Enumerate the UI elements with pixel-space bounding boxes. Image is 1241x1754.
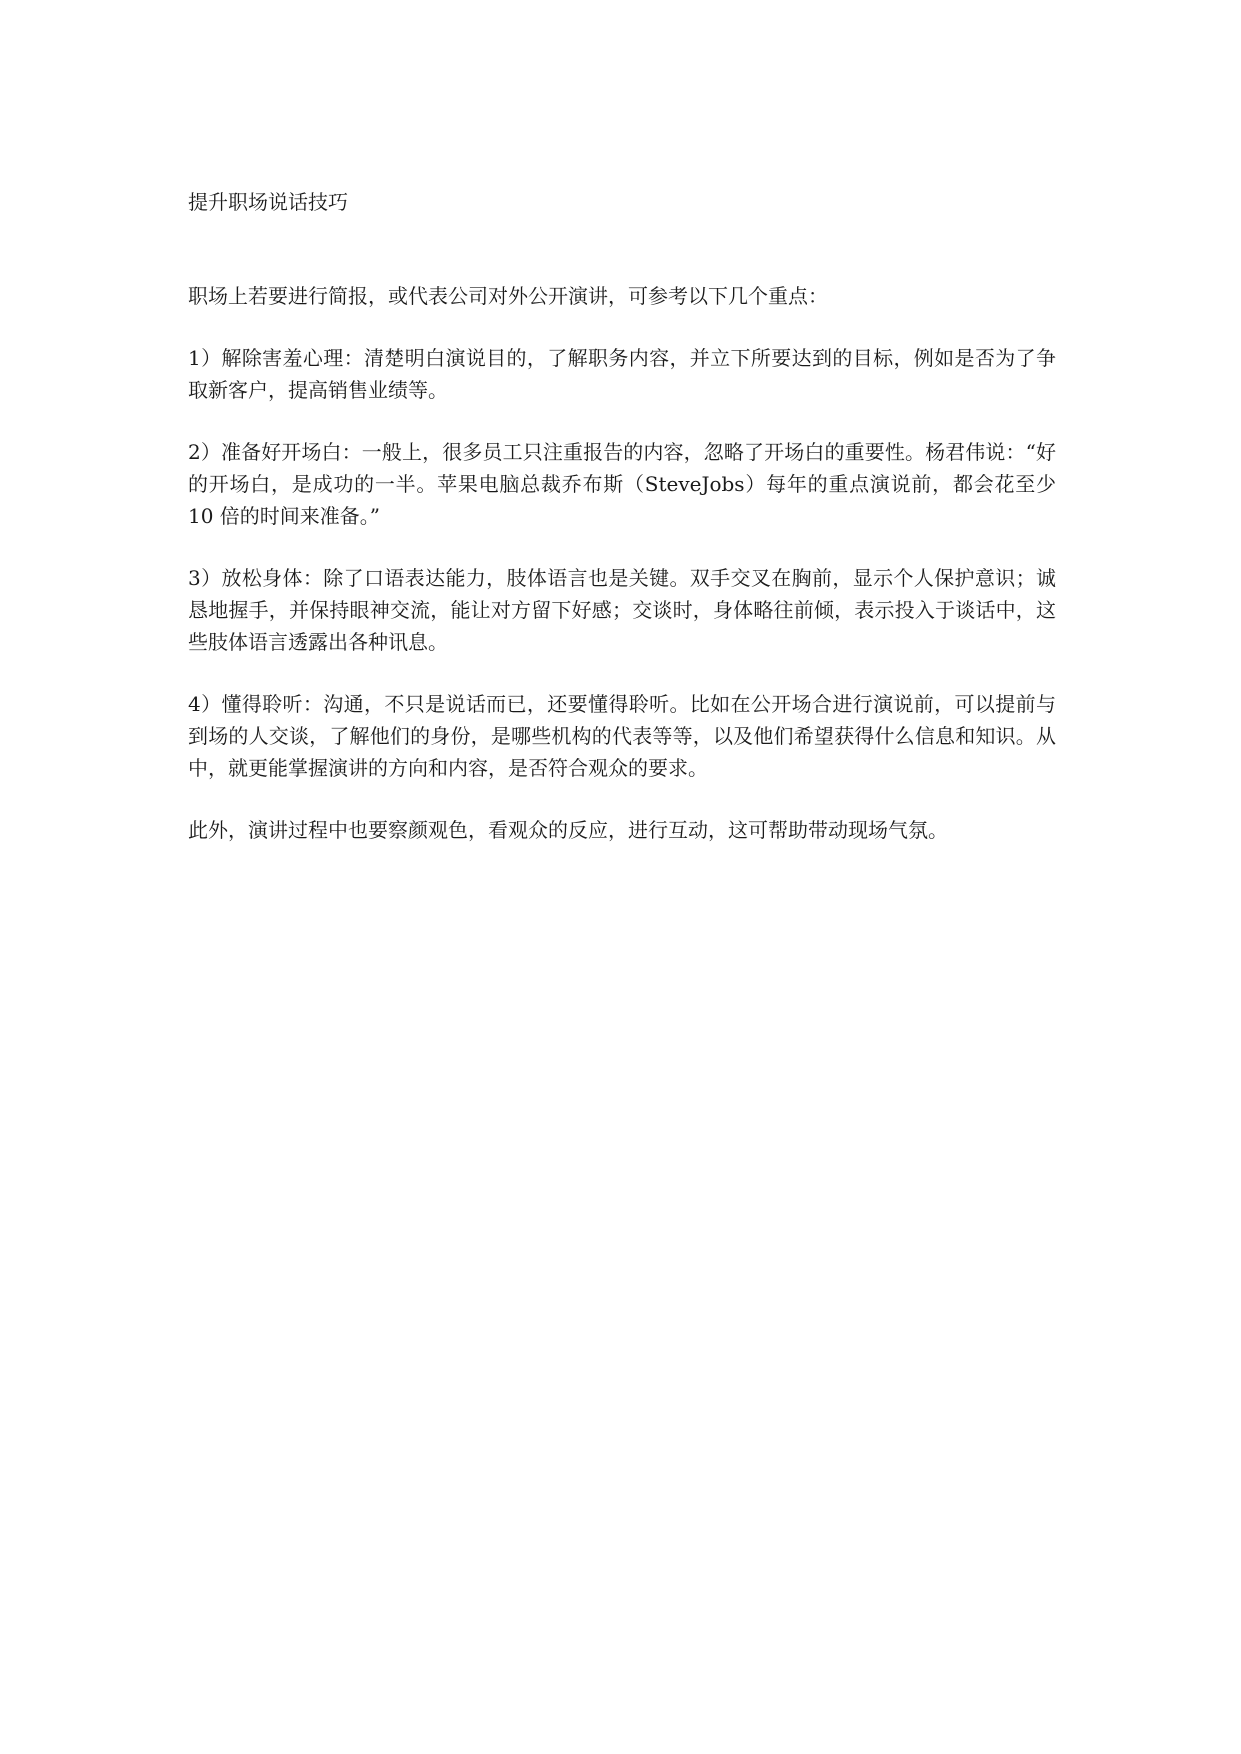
point-1-paragraph: 1）解除害羞心理：清楚明白演说目的，了解职务内容，并立下所要达到的目标，例如是否为了争取新客户，提高销售业绩等。 xyxy=(188,346,1056,402)
point-2-paragraph: 2）准备好开场白：一般上，很多员工只注重报告的内容，忽略了开场白的重要性。杨君伟说：“好的开场白，是成功的一半。苹果电脑总裁乔布斯（SteveJobs）每年的重点演说前，都会花至少 10 倍的时间来准备。” xyxy=(188,440,1056,528)
document-title: 提升职场说话技巧 xyxy=(188,190,348,214)
point-3-paragraph: 3）放松身体：除了口语表达能力，肢体语言也是关键。双手交叉在胸前，显示个人保护意识；诚恳地握手，并保持眼神交流，能让对方留下好感；交谈时，身体略往前倾，表示投入于谈话中，这些肢体语言透露出各种讯息。 xyxy=(188,566,1056,654)
closing-paragraph: 此外，演讲过程中也要察颜观色，看观众的反应，进行互动，这可帮助带动现场气氛。 xyxy=(188,818,948,842)
point-4-paragraph: 4）懂得聆听：沟通，不只是说话而已，还要懂得聆听。比如在公开场合进行演说前，可以提前与到场的人交谈，了解他们的身份，是哪些机构的代表等等，以及他们希望获得什么信息和知识。从中，就更能掌握演讲的方向和内容，是否符合观众的要求。 xyxy=(188,692,1056,780)
document-body xyxy=(188,186,1056,876)
intro-paragraph: 职场上若要进行简报，或代表公司对外公开演讲，可参考以下几个重点： xyxy=(188,284,828,308)
